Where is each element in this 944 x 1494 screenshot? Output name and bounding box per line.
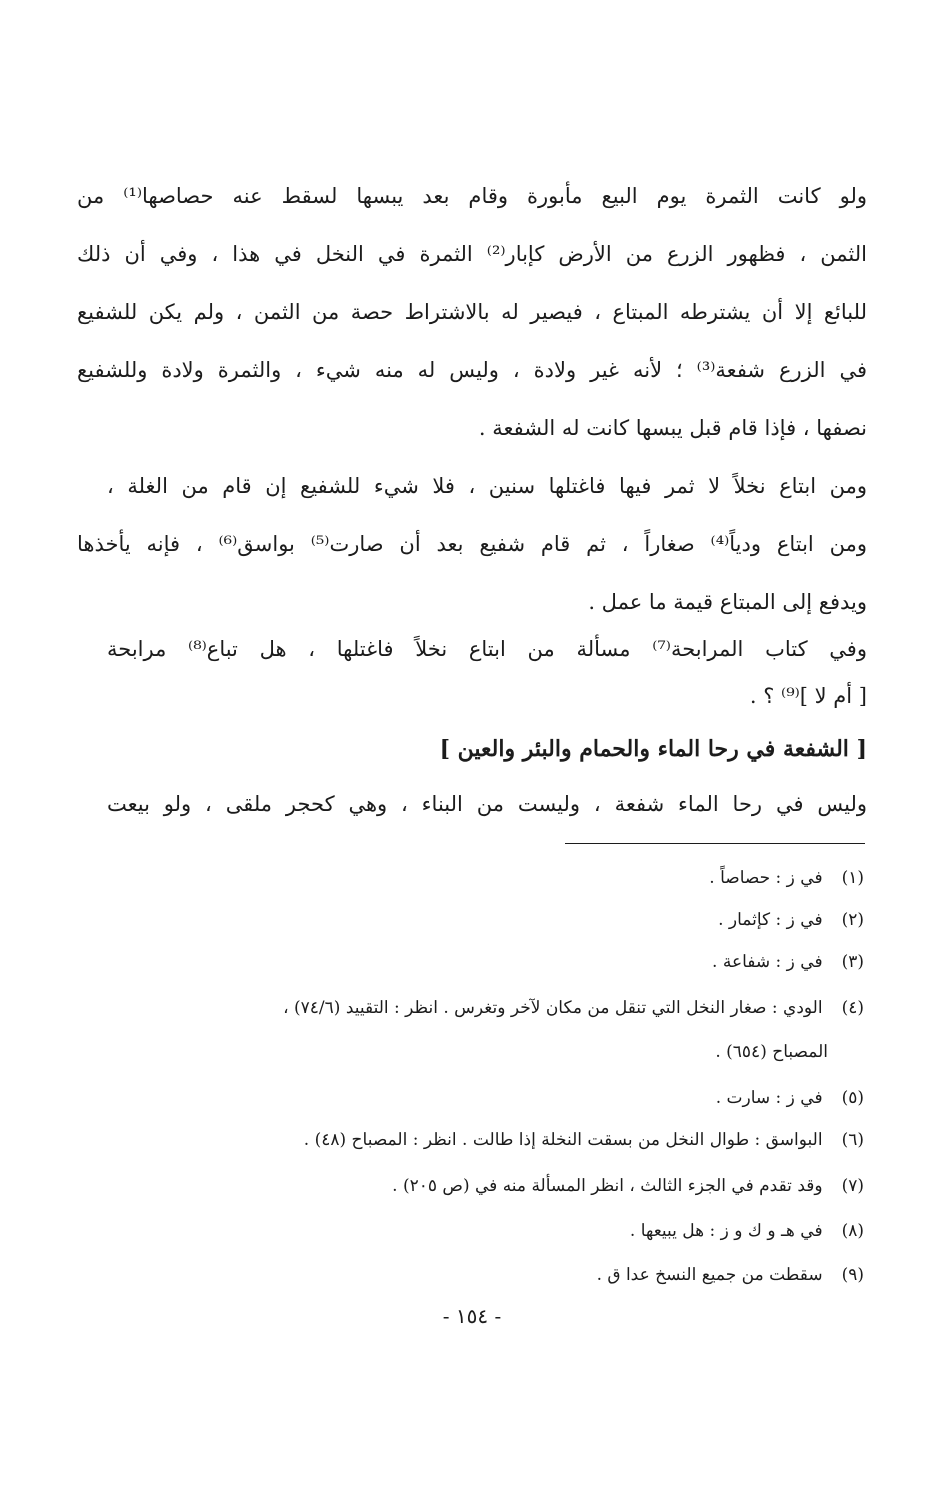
footnote-2: [4, 904, 864, 937]
body-line-5: نصفها ، فإذا قام قبل يبسها كانت له الشفعة .: [478, 416, 867, 440]
footnote-1: [4, 862, 864, 895]
footnote-4-continuation: [4, 1036, 828, 1069]
body-line-4: في الزرع شفعة⁽³⁾ ؛ لأنه غير ولادة ، وليس له منه شيء ، والثمرة ولادة وللشفيع: [77, 358, 867, 382]
footnote-5: [4, 1082, 864, 1115]
body-line-9: وفي كتاب المرابحة⁽⁷⁾ مسألة من ابتاع نخلاً فاغتلها ، هل تباع⁽⁸⁾ مرابحة: [107, 637, 867, 661]
section-heading: [ الشفعة في رحا الماء والحمام والبئر والعين ]: [439, 736, 867, 762]
footnote-number: (٤): [841, 998, 864, 1018]
footnote-text: في هـ و ك و ز : هل يبيعها .: [629, 1221, 823, 1241]
footnote-number: (٥): [841, 1088, 864, 1108]
footnote-text: البواسق : طوال النخل من بسقت النخلة إذا طالت . انظر : المصباح (٤٨) .: [303, 1130, 823, 1150]
footnote-text: في ز : كإثمار .: [718, 910, 823, 930]
body-line-11: وليس في رحا الماء شفعة ، وليست من البناء ، وهي كحجر ملقى ، ولو بيعت: [107, 792, 867, 816]
footnote-text: المصباح (٦٥٤) .: [715, 1042, 828, 1062]
footnote-text: في ز : حصاصاً .: [709, 868, 823, 888]
footnote-number: (٣): [841, 952, 864, 972]
footnote-text: وقد تقدم في الجزء الثالث ، انظر المسألة منه في (ص ٢٠٥) .: [392, 1176, 823, 1196]
body-line-6: ومن ابتاع نخلاً لا ثمر فيها فاغتلها سنين ، فلا شيء للشفيع إن قام من الغلة ،: [107, 474, 867, 498]
body-line-7: ومن ابتاع ودياً⁽⁴⁾ صغاراً ، ثم قام شفيع بعد أن صارت⁽⁵⁾ بواسق⁽⁶⁾ ، فإنه يأخذها: [77, 532, 867, 556]
footnote-number: (٢): [841, 910, 864, 930]
footnote-number: (٧): [841, 1176, 864, 1196]
body-line-3: للبائع إلا أن يشترطه المبتاع ، فيصير له بالاشتراط حصة من الثمن ، ولم يكن للشفيع: [77, 300, 867, 324]
footnote-4: [4, 992, 864, 1025]
body-line-1: ولو كانت الثمرة يوم البيع مأبورة وقام بعد يبسها لسقط عنه حصاصها⁽¹⁾ من: [77, 184, 867, 208]
body-line-2: الثمن ، فظهور الزرع من الأرض كإبار⁽²⁾ الثمرة في النخل في هذا ، وفي أن ذلك: [77, 242, 867, 266]
footnote-number: (٩): [841, 1265, 864, 1285]
footnote-separator: [565, 843, 865, 844]
footnote-6: [4, 1124, 864, 1157]
footnote-number: (٨): [841, 1221, 864, 1241]
footnote-text: في ز : شفاعة .: [712, 952, 823, 972]
footnote-8: [4, 1215, 864, 1248]
footnote-text: في ز : سارت .: [715, 1088, 823, 1108]
page-number: - ١٥٤ -: [442, 1304, 502, 1328]
footnote-text: الودي : صغار النخل التي تنقل من مكان لآخر وتغرس . انظر : التقييد (٧٤/٦) ،: [283, 998, 823, 1018]
footnote-3: [4, 946, 864, 979]
body-line-8: ويدفع إلى المبتاع قيمة ما عمل .: [588, 590, 867, 614]
footnote-7: [4, 1170, 864, 1203]
body-line-10: [ أم لا ]⁽⁹⁾ ؟ .: [749, 684, 867, 708]
footnote-text: سقطت من جميع النسخ عدا ق .: [596, 1265, 823, 1285]
footnote-9: [4, 1259, 864, 1292]
footnote-number: (١): [841, 868, 864, 888]
footnote-number: (٦): [841, 1130, 864, 1150]
